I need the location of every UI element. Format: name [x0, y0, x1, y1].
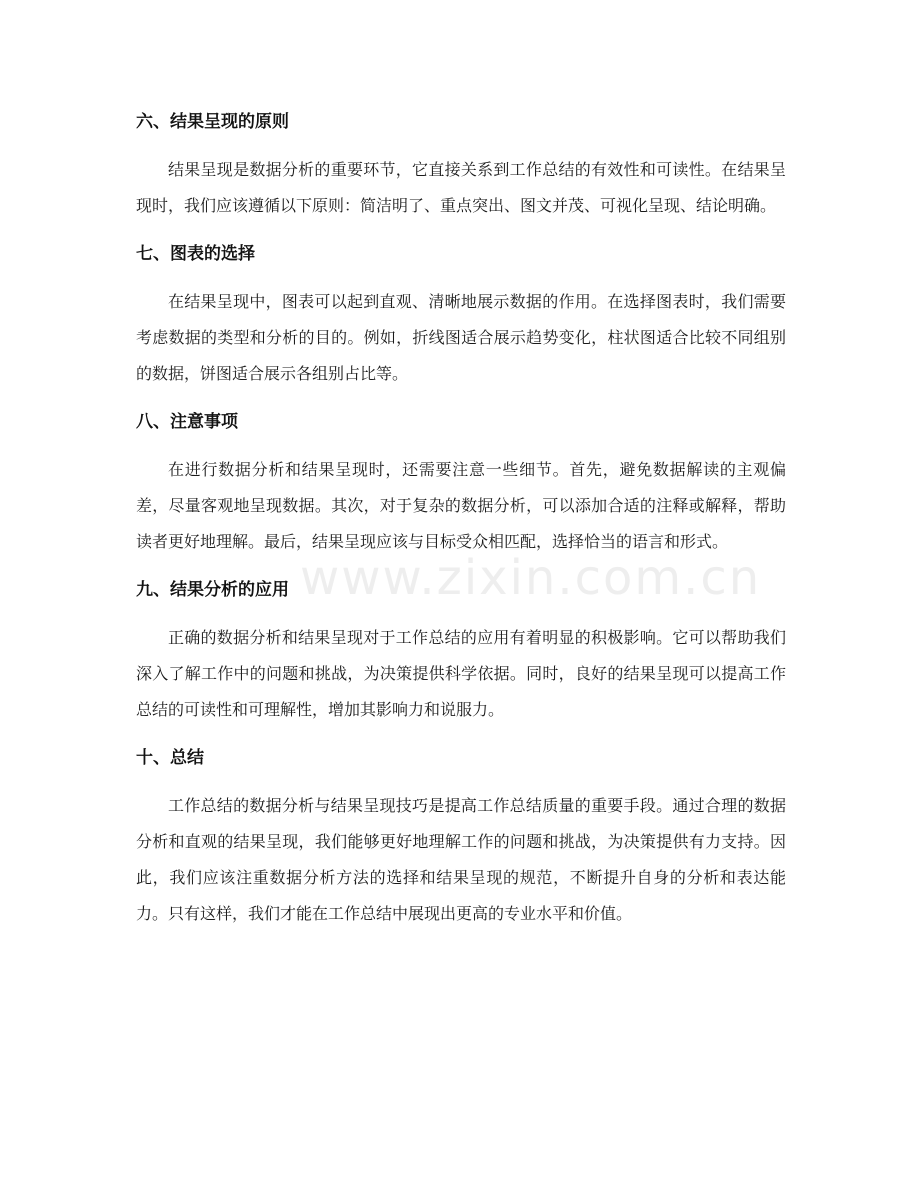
section-paragraph: 在结果呈现中，图表可以起到直观、清晰地展示数据的作用。在选择图表时，我们需要考虑数据的类型和分析的目的。例如，折线图适合展示趋势变化，柱状图适合比较不同组别的数据，饼图适合展示各组别占比等。	[136, 292, 786, 383]
section-paragraph: 工作总结的数据分析与结果呈现技巧是提高工作总结质量的重要手段。通过合理的数据分析和直观的结果呈现，我们能够更好地理解工作的问题和挑战，为决策提供有力支持。因此，我们应该注重数据分析方法的选择和结果呈现的规范，不断提升自身的分析和表达能力。只有这样，我们才能在工作总结中展现出更高的专业水平和价值。	[136, 796, 786, 923]
section-heading: 十、总结	[136, 748, 204, 768]
watermark: www.zixin.com.cn	[300, 550, 762, 606]
section-heading: 九、结果分析的应用	[136, 580, 289, 600]
section-paragraph: 在进行数据分析和结果呈现时，还需要注意一些细节。首先，避免数据解读的主观偏差，尽量客观地呈现数据。其次，对于复杂的数据分析，可以添加合适的注释或解释，帮助读者更好地理解。最后，结果呈现应该与目标受众相匹配，选择恰当的语言和形式。	[136, 460, 786, 551]
section-heading: 八、注意事项	[136, 412, 238, 432]
section-paragraph: 结果呈现是数据分析的重要环节，它直接关系到工作总结的有效性和可读性。在结果呈现时，我们应该遵循以下原则：简洁明了、重点突出、图文并茂、可视化呈现、结论明确。	[136, 160, 786, 215]
section-heading: 七、图表的选择	[136, 244, 255, 264]
section-notes	[136, 404, 786, 560]
section-chart-selection	[136, 236, 786, 392]
section-analysis-application	[136, 572, 786, 728]
section-result-principles	[136, 104, 786, 224]
section-heading: 六、结果呈现的原则	[136, 112, 289, 132]
document-body	[136, 104, 786, 944]
section-paragraph: 正确的数据分析和结果呈现对于工作总结的应用有着明显的积极影响。它可以帮助我们深入了解工作中的问题和挑战，为决策提供科学依据。同时，良好的结果呈现可以提高工作总结的可读性和可理解性，增加其影响力和说服力。	[136, 628, 786, 719]
section-summary	[136, 740, 786, 932]
